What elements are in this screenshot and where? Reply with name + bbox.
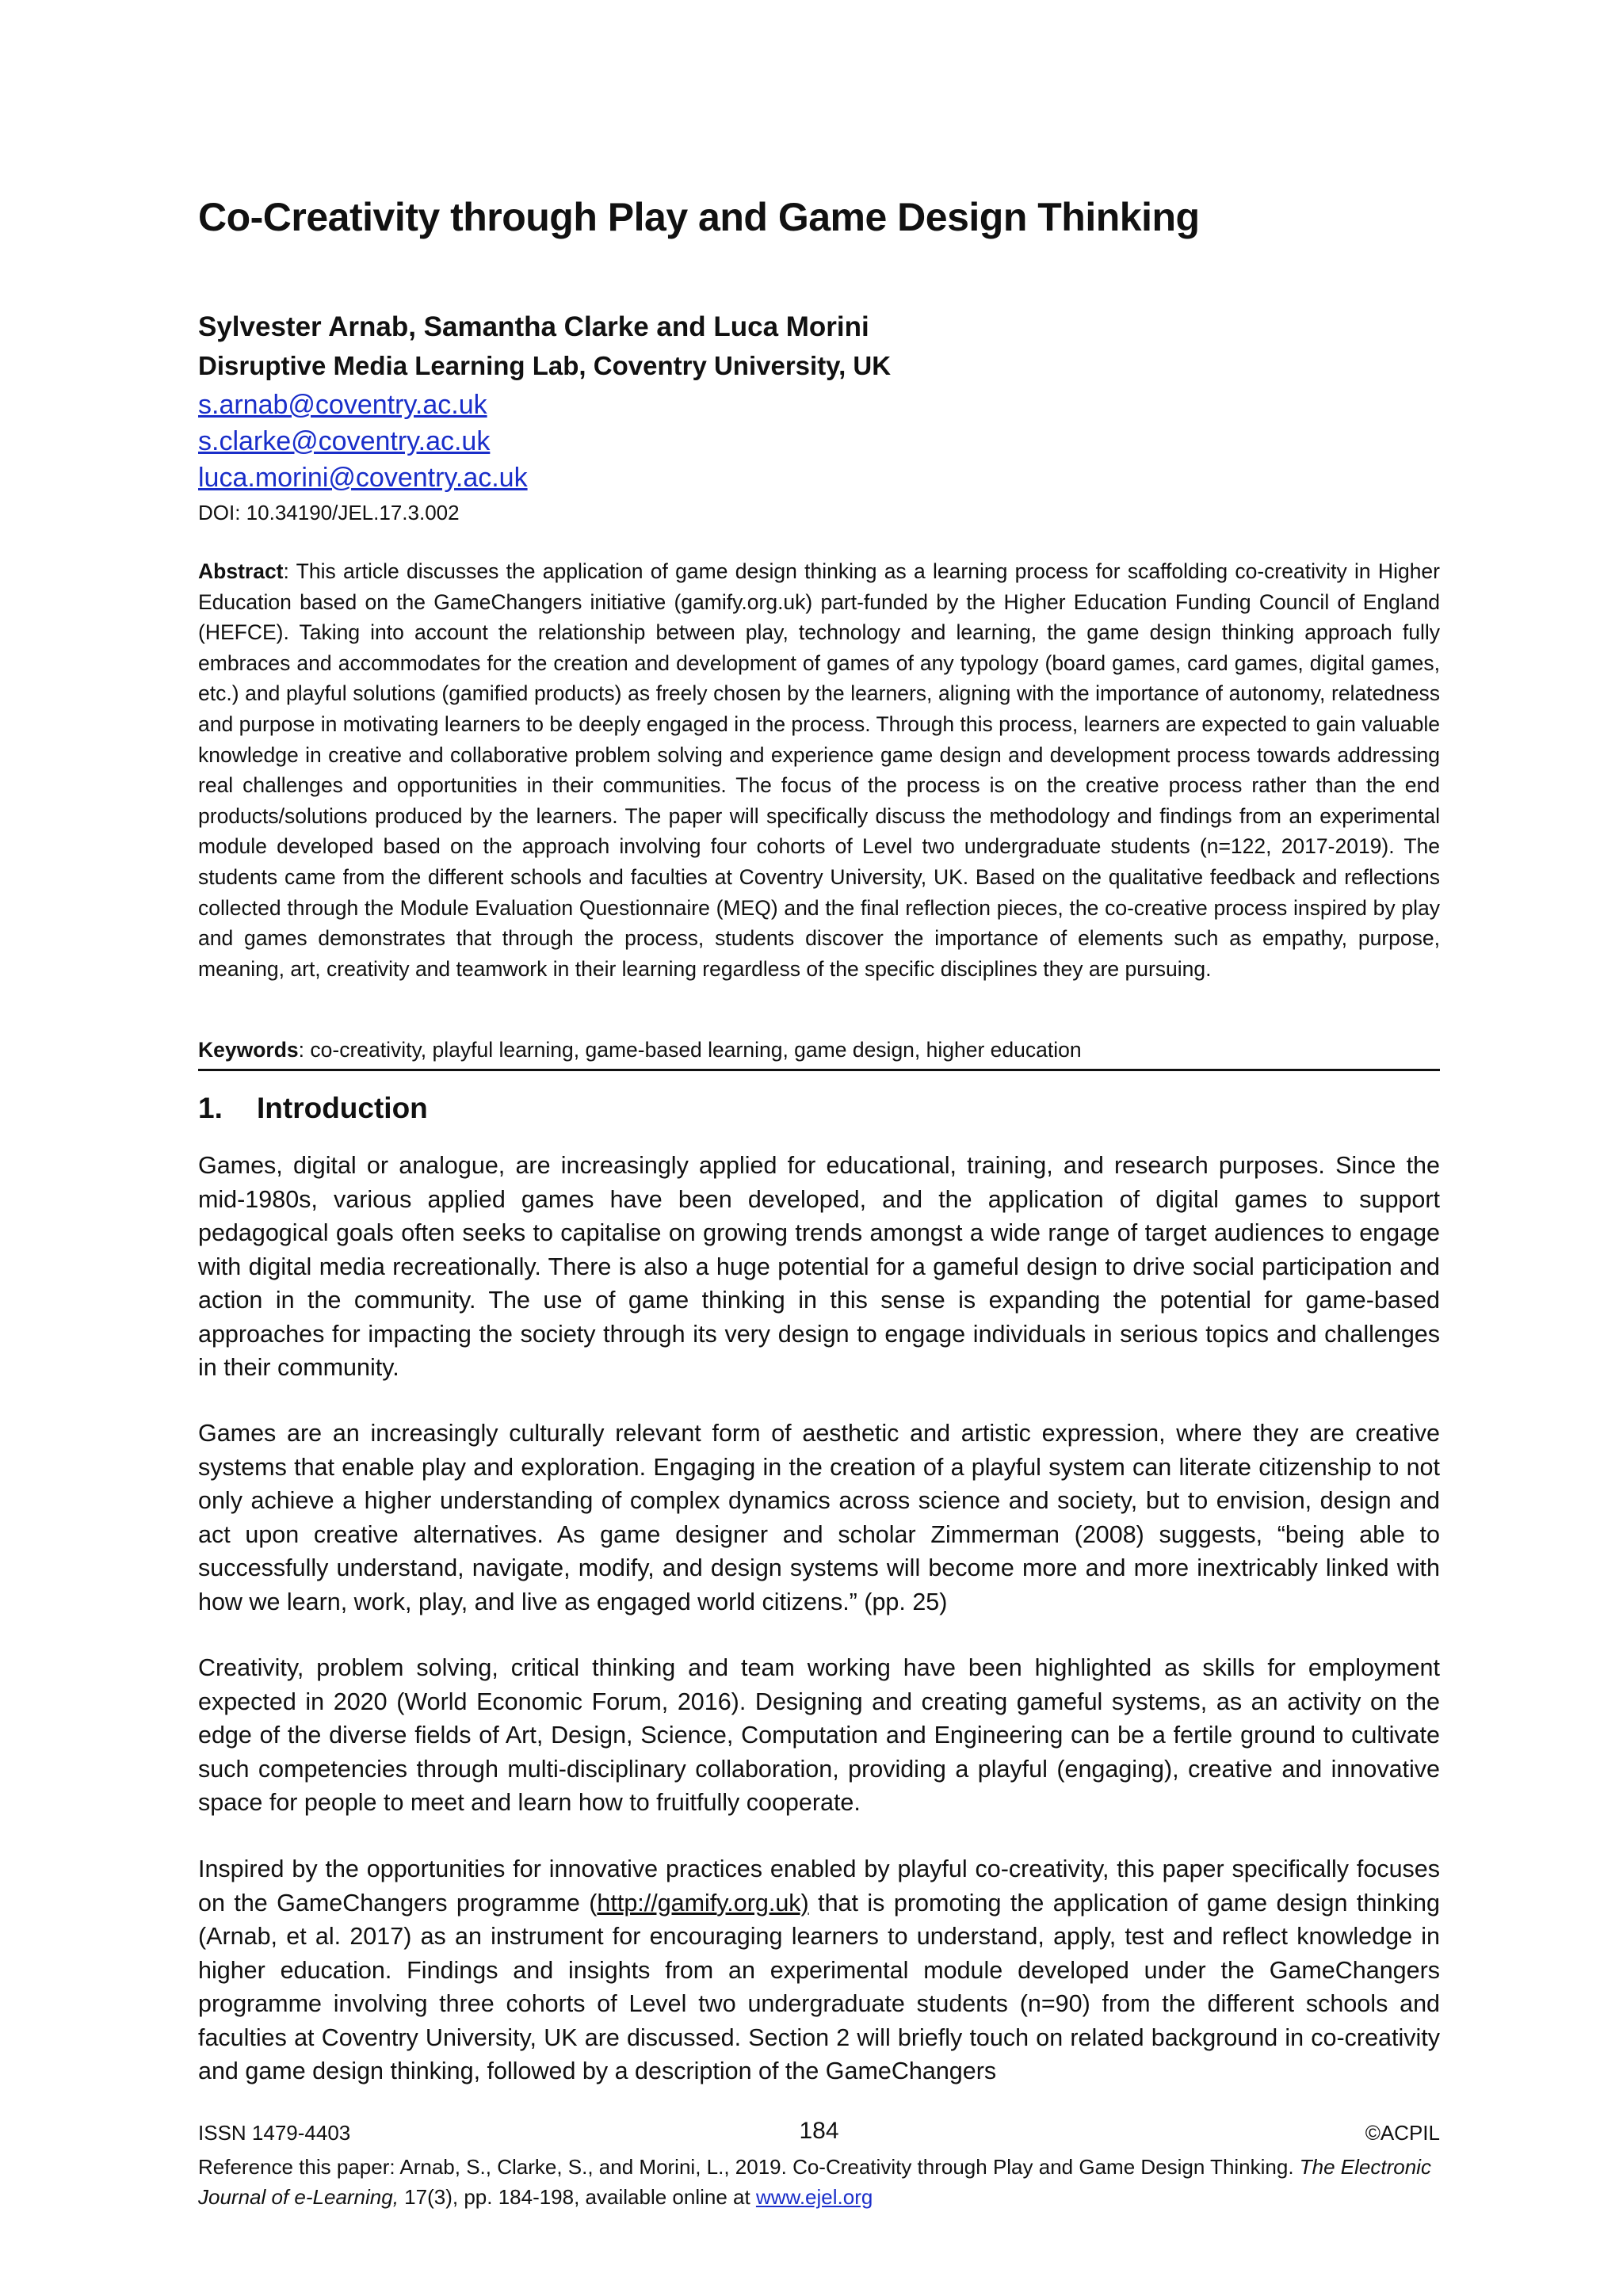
abstract-text: : This article discusses the application of game design thinking as a learning process for scaffolding co-creativity in Higher Education based on the GameChangers initiative (gamify.org.uk) part-funded by the Higher Education Funding Council of England (HEFCE). Taking into account the relationship between play, technology and learning, the game design thinking approach fully embraces and accommodates for the creation and development of games of any typology (board games, card games, digital games, etc.) and playful solutions (gamified products) as freely chosen by the learners, aligning with the importance of autonomy, relatedness and purpose in motivating learners to be deeply engaged in the process. Through this process, learners are expected to gain valuable knowledge in creative and collaborative problem solving and experience game design and development process towards addressing real challenges and opportunities in their communities. The focus of the process is on the creative process rather than the end products/solutions produced by the learners. The paper will specifically discuss the methodology and findings from an experimental module developed based on the approach involving four cohorts of Level two undergraduate students (n=122, 2017-2019). The students came from the different schools and faculties at Coventry University, UK. Based on the qualitative feedback and reflections collected through the Module Evaluation Questionnaire (MEQ) and the final reflection pieces, the co-creative process inspired by play and games demonstrates that through the process, students discover the importance of elements such as empathy, purpose, meaning, art, creativity and teamwork in their learning regardless of the specific disciplines they are pursuing.	[198, 559, 1440, 981]
reference-details: 17(3), pp. 184-198, available online at	[398, 2185, 756, 2209]
body-paragraph: Games, digital or analogue, are increasingly applied for educational, training, and research purposes. Since the mid-1980s, various applied games have been developed, and the application of digital games to support pedagogical goals often seeks to capitalise on growing trends amongst a wide range of target audiences to engage with digital media recreationally. There is also a huge potential for a gameful design to drive social participation and action in the community. The use of game thinking in this sense is expanding the potential for game-based approaches for impacting the society through its very design to engage individuals in serious topics and challenges in their community.	[198, 1152, 1440, 1381]
email-link-clarke[interactable]: s.clarke@coventry.ac.uk	[198, 426, 491, 456]
page-number: 184	[799, 2118, 839, 2144]
publisher: ©ACPIL	[1365, 2121, 1440, 2145]
reference-text: Reference this paper: Arnab, S., Clarke, S., and Morini, L., 2019. Co-Creativity through Play and Game Design Thinking.	[198, 2155, 1300, 2179]
paper-page	[198, 0, 1440, 2296]
issn: ISSN 1479-4403	[198, 2121, 351, 2145]
paragraph-text: Inspired by the opportunities for innovative practices enabled by playful co-creativity, this paper specifically focuses on the GameChangers programme (	[198, 1855, 1440, 1917]
abstract-label: Abstract	[198, 559, 284, 583]
email-item	[198, 460, 528, 496]
email-item	[198, 387, 528, 423]
body-paragraph: Games are an increasingly culturally relevant form of aesthetic and artistic expression, where they are creative systems that enable play and exploration. Engaging in the creation of a playful system can literate citizenship to not only achieve a higher understanding of complex dynamics across science and society, but to envision, design and act upon creative alternatives. As game designer and scholar Zimmerman (2008) suggests, “being able to successfully understand, navigate, modify, and design systems will become more and more inextricably linked with how we learn, work, play, and live as engaged world citizens.” (pp. 25)	[198, 1420, 1440, 1615]
section-title: Introduction	[257, 1092, 428, 1124]
section-heading-introduction	[198, 1092, 428, 1125]
body-paragraph: Creativity, problem solving, critical thinking and team working have been highlighted as skills for employment expected in 2020 (World Economic Forum, 2016). Designing and creating gameful systems, as an activity on the edge of the diverse fields of Art, Design, Science, Computation and Engineering can be a fertile ground to cultivate such competencies through multi-disciplinary collaboration, providing a playful (engaging), creative and innovative space for people to meet and learn how to fruitfully cooperate.	[198, 1654, 1440, 1816]
email-item	[198, 423, 528, 460]
body-paragraph	[198, 1852, 1440, 2088]
keywords	[198, 1038, 1440, 1071]
doi: DOI: 10.34190/JEL.17.3.002	[198, 501, 460, 524]
keywords-label: Keywords	[198, 1038, 299, 1062]
email-link-arnab[interactable]: s.arnab@coventry.ac.uk	[198, 390, 487, 420]
paragraph-text: that is promoting the application of game design thinking (Arnab, et al. 2017) as an instrument for encouraging learners to understand, apply, test and reflect knowledge in higher education. Findings and insights from an experimental module developed under the GameChangers programme involving three cohorts of Level two undergraduate students (n=90) from the different schools and faculties at Coventry University, UK are discussed. Section 2 will briefly touch on related background in co-creativity and game design thinking, followed by a description of the GameChangers	[198, 1889, 1440, 2084]
email-list	[198, 387, 528, 496]
section-number: 1.	[198, 1092, 223, 1124]
email-link-morini[interactable]: luca.morini@coventry.ac.uk	[198, 463, 528, 493]
page-footer	[198, 2118, 1440, 2149]
journal-name: The Electronic Journal of e-Learning,	[198, 2155, 1431, 2209]
keywords-text: : co-creativity, playful learning, game-based learning, game design, higher education	[298, 1038, 1082, 1062]
paper-title: Co-Creativity through Play and Game Design Thinking	[198, 195, 1200, 239]
gamify-link[interactable]: http://gamify.org.uk)	[597, 1889, 809, 1917]
affiliation: Disruptive Media Learning Lab, Coventry University, UK	[198, 351, 892, 380]
author-list: Sylvester Arnab, Samantha Clarke and Luca Morini	[198, 311, 869, 342]
ejel-link[interactable]: www.ejel.org	[755, 2185, 873, 2209]
citation-reference	[198, 2152, 1440, 2212]
abstract	[198, 556, 1440, 984]
